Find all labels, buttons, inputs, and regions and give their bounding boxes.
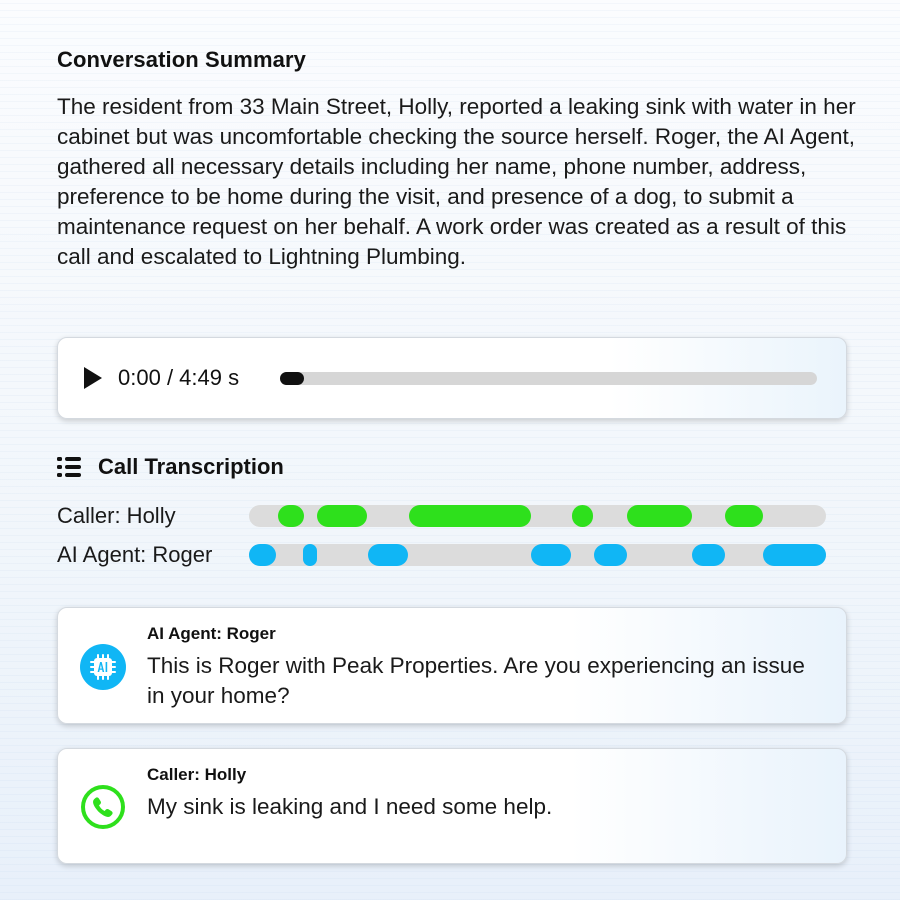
- speech-segment[interactable]: [531, 544, 571, 566]
- transcription-title: Call Transcription: [98, 454, 284, 479]
- current-time: 0:00: [118, 365, 161, 390]
- speech-segment[interactable]: [317, 505, 367, 527]
- speech-segment[interactable]: [278, 505, 304, 527]
- speech-segment[interactable]: [303, 544, 317, 566]
- timeline-track[interactable]: [249, 544, 826, 566]
- audio-player: [57, 337, 847, 419]
- list-icon: [57, 456, 81, 478]
- speech-segment[interactable]: [763, 544, 826, 566]
- speech-segment[interactable]: [572, 505, 594, 527]
- ai-chip-icon: [80, 644, 126, 690]
- speech-segment[interactable]: [594, 544, 627, 566]
- speech-segment[interactable]: [725, 505, 763, 527]
- play-icon[interactable]: [82, 367, 104, 389]
- progress-fill[interactable]: [280, 372, 304, 385]
- speech-segment[interactable]: [692, 544, 725, 566]
- progress-track[interactable]: [280, 372, 817, 385]
- message-text: My sink is leaking and I need some help.: [147, 794, 553, 819]
- speech-segment[interactable]: [627, 505, 692, 527]
- time-separator: /: [160, 365, 180, 390]
- timeline-track[interactable]: [249, 505, 826, 527]
- message-card-agent: [57, 607, 847, 724]
- message-speaker: Caller: Holly: [147, 765, 247, 784]
- playback-time: [118, 365, 239, 391]
- speaker-row-caller: [57, 503, 827, 529]
- message-speaker: AI Agent: Roger: [147, 624, 276, 643]
- speaker-label: Caller: Holly: [57, 503, 176, 528]
- message-text: This is Roger with Peak Properties. Are you experiencing an issue in your home?: [147, 653, 805, 708]
- speech-segment[interactable]: [409, 505, 531, 527]
- total-time: 4:49 s: [179, 365, 240, 390]
- speech-segment[interactable]: [368, 544, 408, 566]
- speaker-label: AI Agent: Roger: [57, 542, 213, 567]
- speech-segment[interactable]: [249, 544, 276, 566]
- speaker-row-agent: [57, 542, 827, 568]
- transcription-header: [57, 452, 284, 482]
- phone-icon: [80, 784, 126, 830]
- summary-text: The resident from 33 Main Street, Holly, reported a leaking sink with water in her cabinet but was uncomfortable checking the source herself. Roger, the AI Agent, gathered all necessary details including her name, phone number, address, preference to be home during the visit, and presence of a dog, to submit a maintenance request on her behalf. A work order was created as a result of this call and escalated to Lightning Plumbing.: [57, 94, 856, 269]
- summary-title: Conversation Summary: [57, 47, 306, 72]
- message-card-caller: [57, 748, 847, 864]
